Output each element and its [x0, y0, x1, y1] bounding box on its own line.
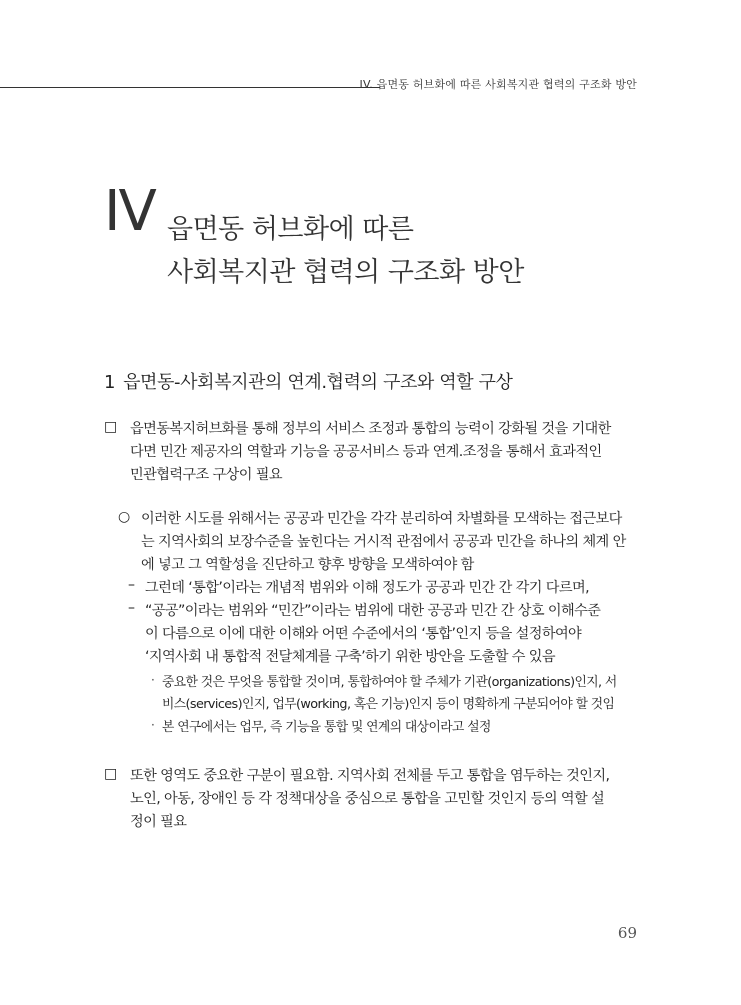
dash-item-2-line: ‘지역사회 내 통합적 전달체계를 구축’하기 위한 방안을 도출할 수 있음 [145, 649, 555, 665]
circle-paragraph [141, 508, 626, 577]
running-header: IV. 읍면동 허브화에 따른 사회복지관 협력의 구조화 방안 [359, 78, 637, 91]
paragraph-2 [130, 765, 609, 834]
circle-paragraph-line: 에 넣고 그 역할성을 진단하고 향후 방향을 모색하여야 함 [141, 557, 474, 573]
paragraph-2-line: 정이 필요 [130, 814, 187, 830]
circle-bullet-icon: ○ [118, 509, 131, 525]
dash-item-1-line: 그런데 ‘통합’이라는 개념적 범위와 이해 정도가 공공과 민간 간 각기 다르며, [145, 580, 589, 596]
dash-item-2-line: “공공”이라는 범위와 “민간”이라는 범위에 대한 공공과 민간 간 상호 이해수준 [145, 603, 601, 619]
dot-item-1-line: 비스(services)인지, 업무(working, 혹은 기능)인지 등이 명확하게 구분되어야 할 것임 [162, 697, 615, 712]
dash-item-2-line: 이 다름으로 이에 대한 이해와 어떤 수준에서의 ‘통합’인지 등을 설정하여야 [145, 626, 582, 642]
dash-bullet-icon: – [128, 600, 135, 616]
section-number: 1 [104, 372, 116, 393]
dot-item-2-line: 본 연구에서는 업무, 즉 기능을 통합 및 연계의 대상이라고 설정 [162, 720, 491, 735]
paragraph-1-line: 읍면동복지허브화를 통해 정부의 서비스 조정과 통합의 능력이 강화될 것을 기대한 [130, 421, 611, 437]
dot-item-1 [162, 672, 617, 716]
paragraph-1-line: 다면 민간 제공자의 역할과 기능을 공공서비스 등과 연계.조정을 통해서 효과적인 [130, 444, 602, 460]
dot-item-2 [162, 717, 491, 739]
dash-item-1 [145, 577, 589, 600]
chapter-title [167, 208, 524, 294]
dash-bullet-icon: – [128, 577, 135, 593]
section-title: 읍면동-사회복지관의 연계.협력의 구조와 역할 구상 [123, 372, 513, 393]
paragraph-2-line: 노인, 아동, 장애인 등 각 정책대상을 중심으로 통합을 고민할 것인지 등의 역할 설 [130, 791, 605, 807]
dot-bullet-icon: · [151, 673, 155, 687]
dot-bullet-icon: · [151, 718, 155, 732]
square-bullet-icon: □ [104, 419, 118, 435]
circle-paragraph-line: 이러한 시도를 위해서는 공공과 민간을 각각 분리하여 차별화를 모색하는 접근보다 [141, 511, 622, 527]
chapter-title-line-1: 읍면동 허브화에 따른 [167, 214, 414, 245]
paragraph-1 [130, 418, 611, 487]
circle-paragraph-line: 는 지역사회의 보장수준을 높힌다는 거시적 관점에서 공공과 민간을 하나의 체계 안 [141, 534, 626, 550]
paragraph-1-line: 민관협력구조 구상이 필요 [130, 467, 282, 483]
square-bullet-icon: □ [104, 766, 118, 782]
page-number: 69 [617, 924, 637, 942]
chapter-number: IV [104, 179, 155, 244]
section-heading [104, 368, 513, 394]
paragraph-2-line: 또한 영역도 중요한 구분이 필요함. 지역사회 전체를 두고 통합을 염두하는 것인지, [130, 768, 610, 784]
dash-item-2 [145, 600, 600, 669]
dot-item-1-line: 중요한 것은 무엇을 통합할 것이며, 통합하여야 할 주체가 기관(organizations)인지, 서 [162, 675, 617, 690]
chapter-title-line-2: 사회복지관 협력의 구조화 방안 [167, 257, 524, 288]
header-rule [0, 87, 380, 88]
